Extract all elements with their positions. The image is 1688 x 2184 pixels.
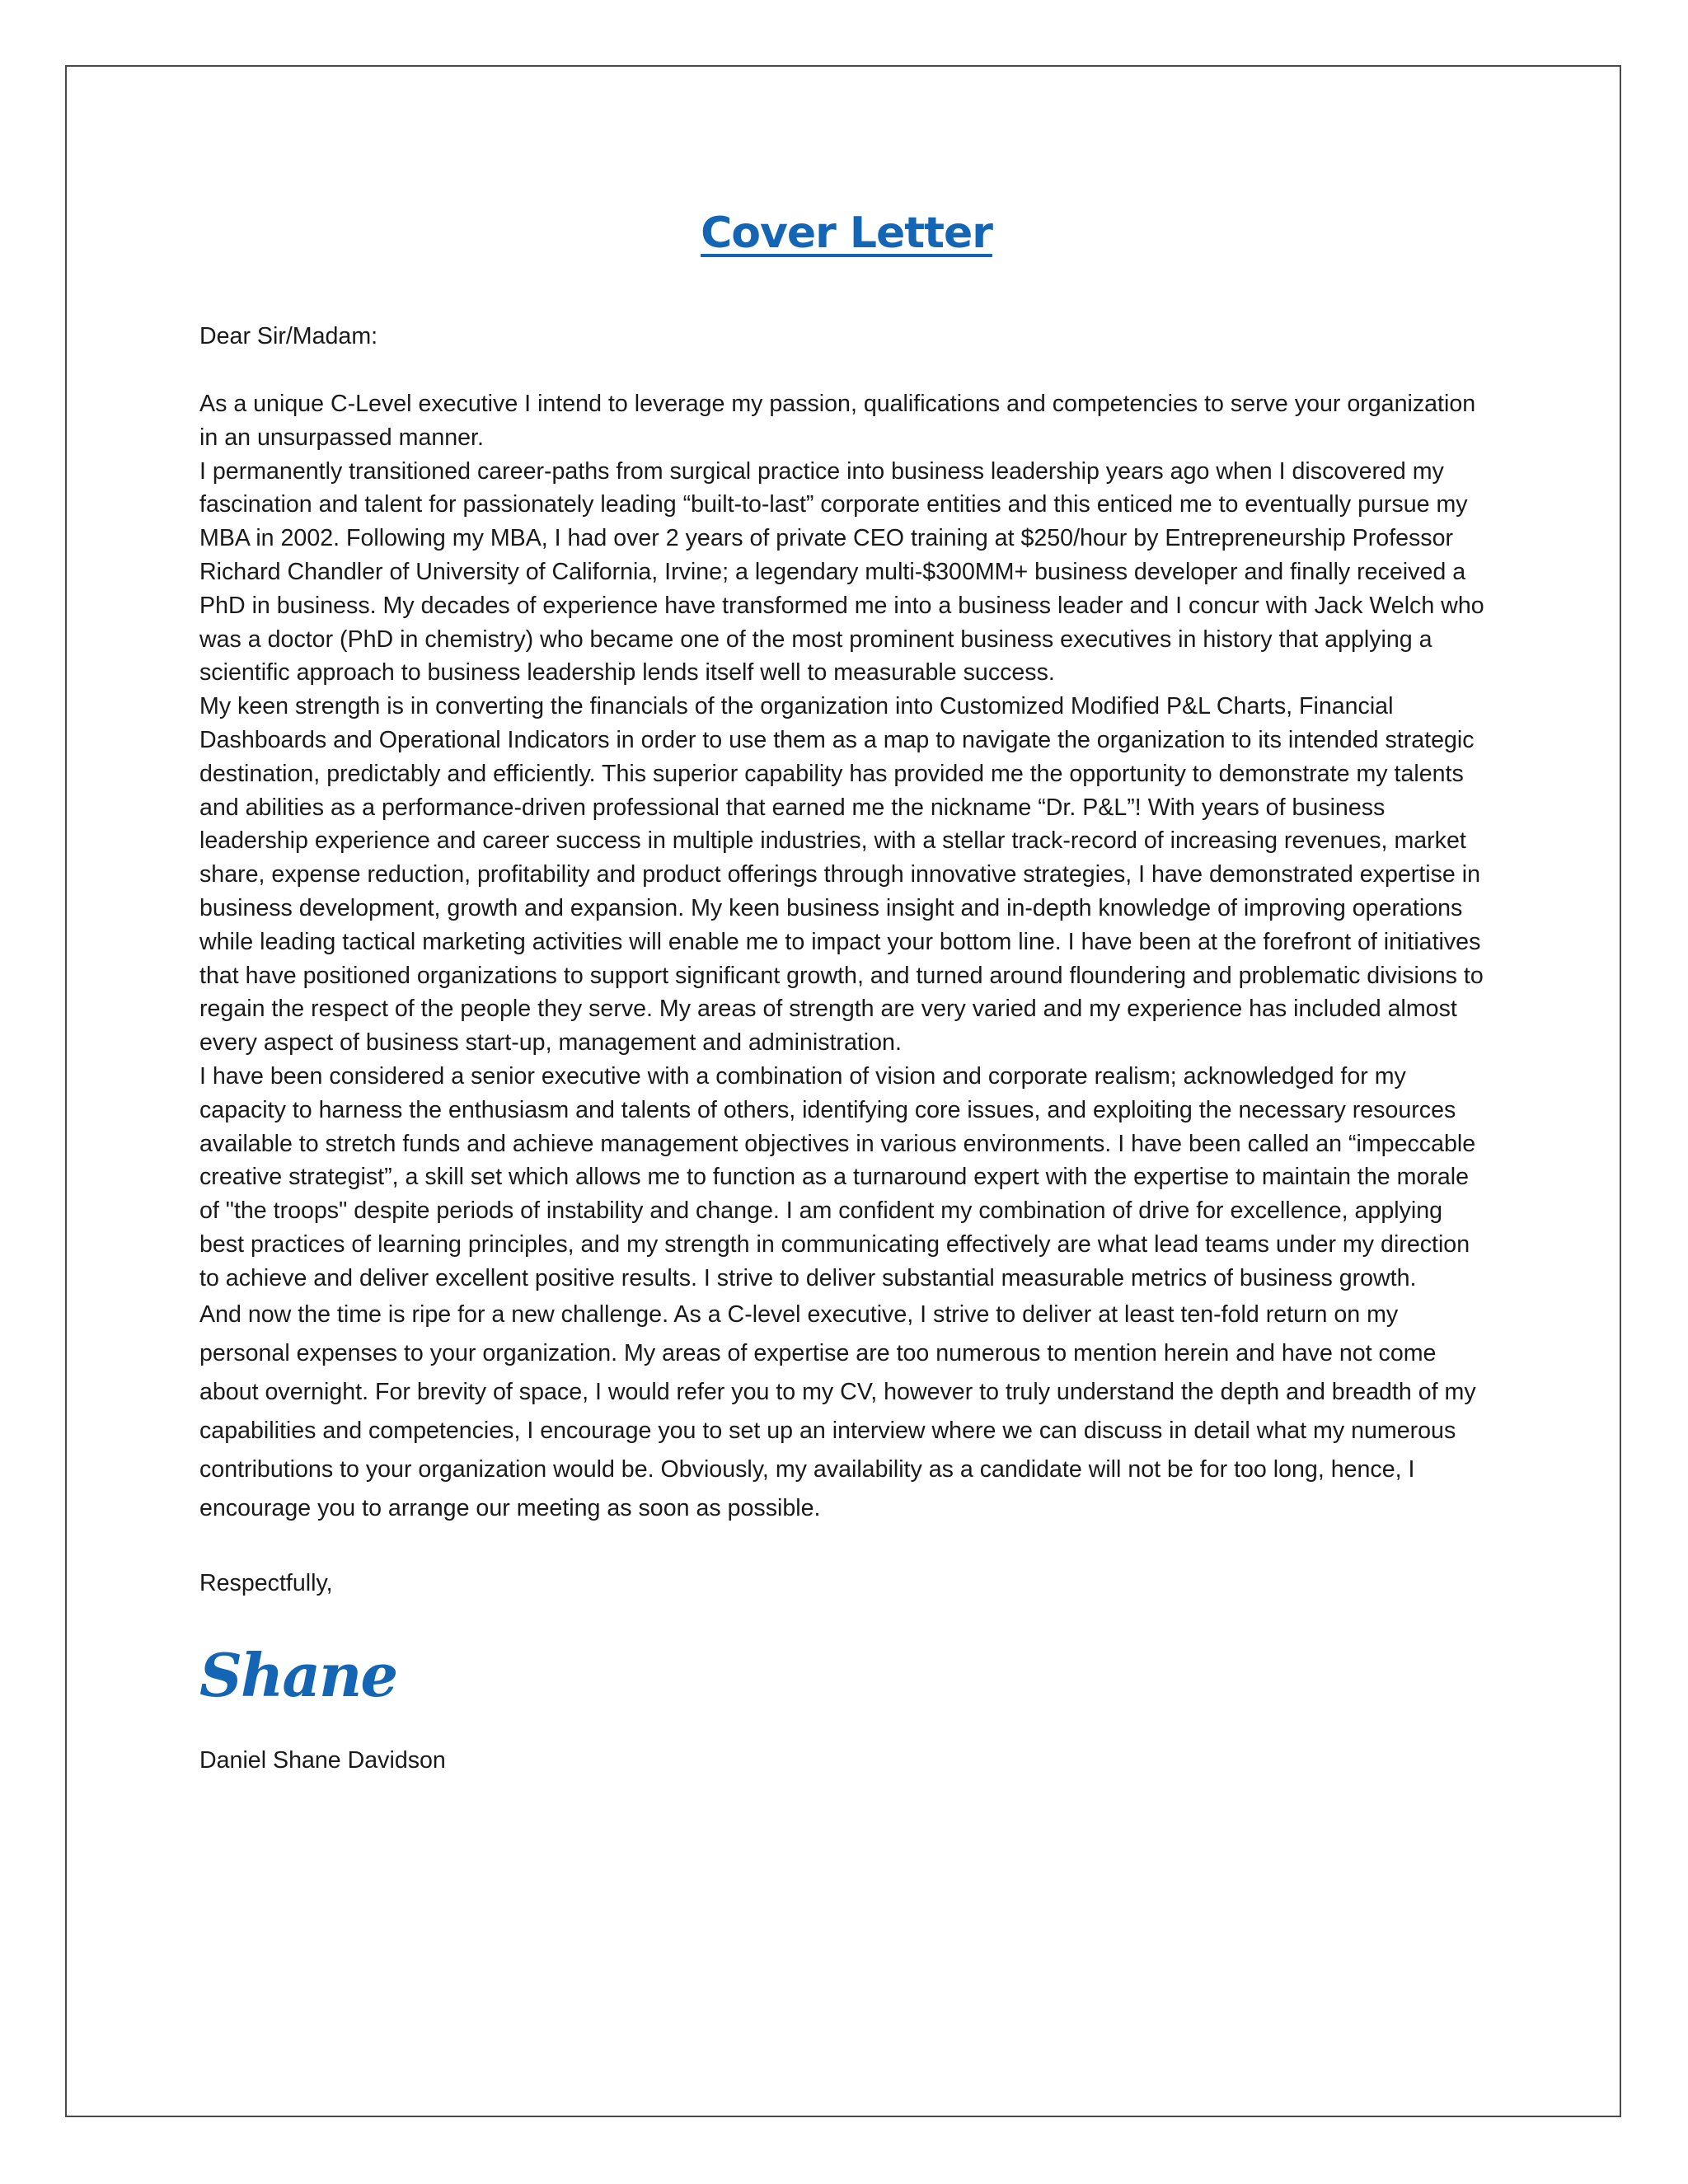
paragraph-leadership: I have been considered a senior executive with a combination of vision and corporate realism; acknowledged for my capacity to harness the enthusiasm and talents of others, identifying core issues, and exploiting the necessary resources available to stretch funds and achieve management objectives in various environments. I have been called an “impeccable creative strategist”, a skill set which allows me to function as a turnaround expert with the expertise to maintain the morale of "the troops" despite periods of instability and change. I am confident my combination of drive for excellence, applying best practices of learning principles, and my strength in communicating effectively are what lead teams under my direction to achieve and deliver excellent positive results. I strive to deliver substantial measurable metrics of business growth. bbox=[199, 1062, 1476, 1291]
greeting: Dear Sir/Madam: bbox=[199, 323, 378, 349]
letter-content bbox=[199, 196, 1493, 1778]
paragraph-strength: My keen strength is in converting the financials of the organization into Customized Modified P&L Charts, Financial Dashboards and Operational Indicators in order to use them as a map to navigate the organization to its intended strategic destination, predictably and efficiently. This superior capability has provided me the opportunity to demonstrate my talents and abilities as a performance-driven professional that earned me the nickname “Dr. P&L”! With years of business leadership experience and career success in multiple industries, with a stellar track-record of increasing revenues, market share, expense reduction, profitability and product offerings through innovative strategies, I have demonstrated expertise in business development, growth and expansion. My keen business insight and in-depth knowledge of improving operations while leading tactical marketing activities will enable me to impact your bottom line. I have been at the forefront of initiatives that have positioned organizations to support significant growth, and turned around floundering and problematic divisions to regain the respect of the people they serve. My areas of strength are very varied and my experience has included almost every aspect of business start-up, management and administration. bbox=[199, 693, 1484, 1057]
letter-title: Cover Letter bbox=[701, 209, 992, 258]
closing: Respectfully, bbox=[199, 1569, 333, 1596]
letter-body bbox=[199, 387, 1493, 1528]
paragraph-intro: As a unique C-Level executive I intend to leverage my passion, qualifications and competencies to serve your organization in an unsurpassed manner. bbox=[199, 391, 1476, 451]
paragraph-challenge: And now the time is ripe for a new challenge. As a C-level executive, I strive to deliver at least ten-fold return on my personal expenses to your organization. My areas of expertise are too numerous to mention herein and have not come about overnight. For brevity of space, I would refer you to my CV, however to truly understand the depth and breadth of my capabilities and competencies, I encourage you to set up an interview where we can discuss in detail what my numerous contributions to your organization would be. Obviously, my availability as a candidate will not be for too long, hence, I encourage you to arrange our meeting as soon as possible. bbox=[199, 1301, 1476, 1521]
paragraph-career: I permanently transitioned career-paths from surgical practice into business leadership years ago when I discovered my fascination and talent for passionately leading “built-to-last” corporate entities and this enticed me to eventually pursue my MBA in 2002. Following my MBA, I had over 2 years of private CEO training at $250/hour by Entrepreneurship Professor Richard Chandler of University of California, Irvine; a legendary multi-$300MM+ business developer and finally received a PhD in business. My decades of experience have transformed me into a business leader and I concur with Jack Welch who was a doctor (PhD in chemistry) who became one of the most prominent business executives in history that applying a scientific approach to business leadership lends itself well to measurable success. bbox=[199, 457, 1484, 687]
signature: Shane bbox=[199, 1639, 397, 1710]
signer-name: Daniel Shane Davidson bbox=[199, 1746, 446, 1774]
